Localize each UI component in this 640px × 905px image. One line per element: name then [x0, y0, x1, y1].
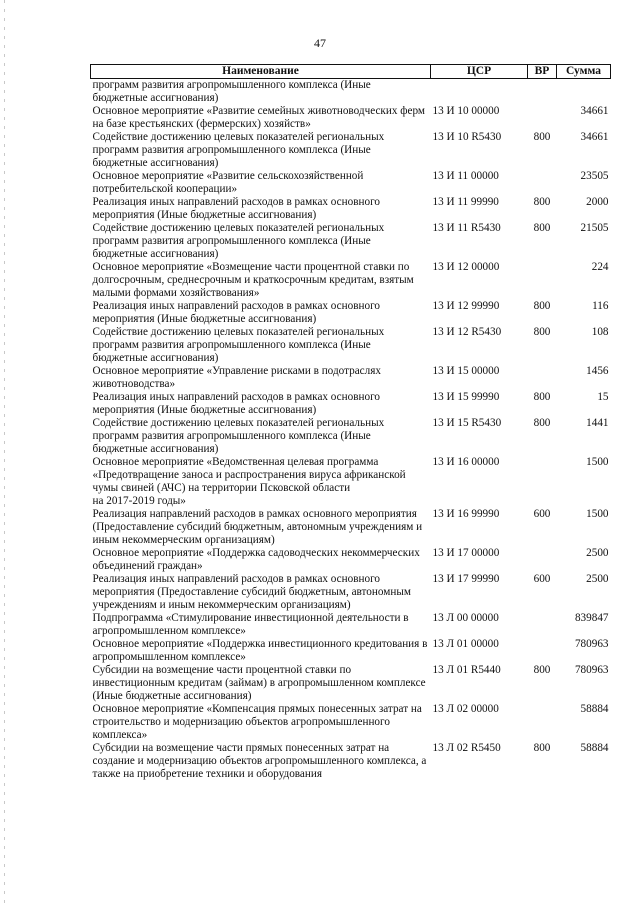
row-sum: 1456 [586, 365, 609, 377]
page-number: 47 [314, 36, 326, 50]
row-vr [528, 612, 557, 638]
header-sum: Сумма [557, 65, 611, 79]
row-name: Основное мероприятие «Развитие сельскохозяйственной потребительской кооперации» [92, 170, 364, 195]
scan-edge [4, 0, 5, 905]
table-row [91, 508, 611, 547]
row-name-text: Основное мероприятие «Ведомственная целевая программа «Предотвращение заноса и распространения вируса африканской чумы свиней (АЧС) на территории Псковской области [92, 456, 406, 494]
row-csr: 13 Л 01 R5440 [432, 664, 501, 676]
row-name: Основное мероприятие «Поддержка инвестиционного кредитования в агропромышленном комплексе» [92, 638, 428, 663]
row-sum: 2500 [586, 547, 609, 559]
row-name: Основное мероприятие «Поддержка садоводческих некоммерческих объединений граждан» [92, 547, 420, 572]
table-row [91, 79, 611, 106]
row-vr: 800 [533, 417, 551, 429]
table-row [91, 326, 611, 365]
row-name: Основное мероприятие «Управление рисками в подотраслях животноводства» [92, 365, 381, 390]
row-sum: 21505 [580, 222, 609, 234]
row-name: Реализация направлений расходов в рамках основного мероприятия (Предоставление субсидий бюджетным, автономным учреждениям и иным некоммерческим организациям) [92, 508, 423, 546]
row-sum: 58884 [580, 742, 609, 754]
row-name: Основное мероприятие «Развитие семейных животноводческих ферм на базе крестьянских (фермерских) хозяйств» [92, 105, 425, 130]
row-csr: 13 И 15 99990 [432, 391, 500, 403]
table-row [91, 664, 611, 703]
row-csr: 13 И 15 R5430 [432, 417, 502, 429]
row-vr: 800 [533, 391, 551, 403]
row-csr: 13 И 11 99990 [432, 196, 499, 208]
row-vr: 600 [533, 508, 551, 520]
row-sum: 2500 [586, 573, 609, 585]
row-name: Содействие достижению целевых показателей региональных программ развития агропромышленного комплекса (Иные бюджетные ассигнования) [92, 417, 385, 455]
row-sum: 15 [597, 391, 609, 403]
row-name: Реализация иных направлений расходов в рамках основного мероприятия (Иные бюджетные ассигнования) [92, 196, 380, 221]
row-csr: 13 И 17 99990 [432, 573, 500, 585]
table-row [91, 573, 611, 612]
table-row [91, 612, 611, 638]
row-sum: 116 [592, 300, 609, 312]
row-sum: 2000 [586, 196, 609, 208]
row-csr: 13 И 16 00000 [432, 456, 500, 468]
row-vr [528, 365, 557, 391]
row-csr: 13 И 12 R5430 [432, 326, 502, 338]
row-name: Основное мероприятие «Компенсация прямых понесенных затрат на строительство и модернизацию объектов агропромышленного комплекса» [92, 703, 422, 741]
header-vr: ВР [528, 65, 557, 79]
row-vr [528, 261, 557, 300]
row-vr [528, 456, 557, 508]
table-row [91, 105, 611, 131]
row-vr: 800 [533, 326, 551, 338]
row-csr: 13 Л 01 00000 [432, 638, 499, 650]
table-row [91, 131, 611, 170]
row-csr: 13 Л 00 00000 [432, 612, 499, 624]
row-sum: 23505 [580, 170, 609, 182]
row-name-text-continued: на 2017-2019 годы» [92, 495, 186, 507]
row-vr [528, 105, 557, 131]
row-name: Основное мероприятие «Возмещение части процентной ставки по долгосрочным, среднесрочным и краткосрочным кредитам, взятым малыми формами хозяйствования» [92, 261, 414, 299]
table-row [91, 391, 611, 417]
row-name: программ развития агропромышленного комплекса (Иные бюджетные ассигнования) [92, 79, 371, 104]
row-vr: 800 [533, 131, 551, 143]
header-name: Наименование [91, 65, 431, 79]
row-sum: 1441 [586, 417, 609, 429]
row-sum: 34661 [580, 105, 609, 117]
row-name: Субсидии на возмещение части прямых понесенных затрат на создание и модернизацию объектов агропромышленного комплекса, а также на приобретение техники и оборудования [92, 742, 427, 780]
row-sum: 1500 [586, 508, 609, 520]
table-row [91, 638, 611, 664]
table-row [91, 417, 611, 456]
row-name: Подпрограмма «Стимулирование инвестиционной деятельности в агропромышленном комплексе» [92, 612, 409, 637]
row-name: Реализация иных направлений расходов в рамках основного мероприятия (Иные бюджетные ассигнования) [92, 391, 380, 416]
row-sum: 839847 [574, 612, 609, 624]
row-sum: 224 [591, 261, 609, 273]
row-csr: 13 И 12 00000 [432, 261, 500, 273]
row-name: Содействие достижению целевых показателей региональных программ развития агропромышленного комплекса (Иные бюджетные ассигнования) [92, 222, 385, 260]
row-csr: 13 И 17 00000 [432, 547, 500, 559]
row-csr [431, 79, 528, 106]
row-csr: 13 И 16 99990 [432, 508, 500, 520]
row-vr: 800 [533, 664, 551, 676]
row-vr: 600 [533, 573, 551, 585]
row-sum [557, 79, 611, 106]
row-vr [528, 170, 557, 196]
row-csr: 13 Л 02 00000 [432, 703, 499, 715]
row-csr: 13 И 10 R5430 [432, 131, 502, 143]
row-vr: 800 [533, 742, 551, 754]
table-row [91, 365, 611, 391]
table-row [91, 170, 611, 196]
row-vr [528, 703, 557, 742]
table-row [91, 456, 611, 508]
table-row [91, 196, 611, 222]
table-row [91, 703, 611, 742]
table-row [91, 300, 611, 326]
row-vr [528, 638, 557, 664]
row-sum: 780963 [574, 638, 609, 650]
table-row [91, 261, 611, 300]
header-csr: ЦСР [431, 65, 528, 79]
row-name: Содействие достижению целевых показателей региональных программ развития агропромышленного комплекса (Иные бюджетные ассигнования) [92, 326, 385, 364]
row-csr: 13 И 11 R5430 [432, 222, 501, 234]
row-sum: 34661 [580, 131, 609, 143]
row-name: Субсидии на возмещение части процентной ставки по инвестиционным кредитам (займам) в агропромышленном комплексе (Иные бюджетные ассигнования) [92, 664, 426, 702]
budget-table [90, 64, 611, 781]
row-vr: 800 [533, 196, 551, 208]
table-row [91, 547, 611, 573]
table-row [91, 742, 611, 781]
row-vr: 800 [533, 300, 551, 312]
row-csr: 13 И 11 00000 [432, 170, 499, 182]
table-header-row [91, 65, 611, 79]
row-csr: 13 И 15 00000 [432, 365, 500, 377]
row-sum: 58884 [580, 703, 609, 715]
row-csr: 13 И 10 00000 [432, 105, 500, 117]
row-sum: 108 [591, 326, 609, 338]
row-vr [528, 547, 557, 573]
row-sum: 1500 [586, 456, 609, 468]
row-vr: 800 [533, 222, 551, 234]
row-name: Реализация иных направлений расходов в рамках основного мероприятия (Предоставление субсидий бюджетным, автономным учреждениям и иным некоммерческим организациям) [92, 573, 411, 611]
row-csr: 13 И 12 99990 [432, 300, 500, 312]
table-row [91, 222, 611, 261]
row-name [91, 456, 431, 508]
row-csr: 13 Л 02 R5450 [432, 742, 501, 754]
row-name: Реализация иных направлений расходов в рамках основного мероприятия (Иные бюджетные ассигнования) [92, 300, 380, 325]
row-vr [528, 79, 557, 106]
row-name: Содействие достижению целевых показателей региональных программ развития агропромышленного комплекса (Иные бюджетные ассигнования) [92, 131, 385, 169]
row-sum: 780963 [574, 664, 609, 676]
